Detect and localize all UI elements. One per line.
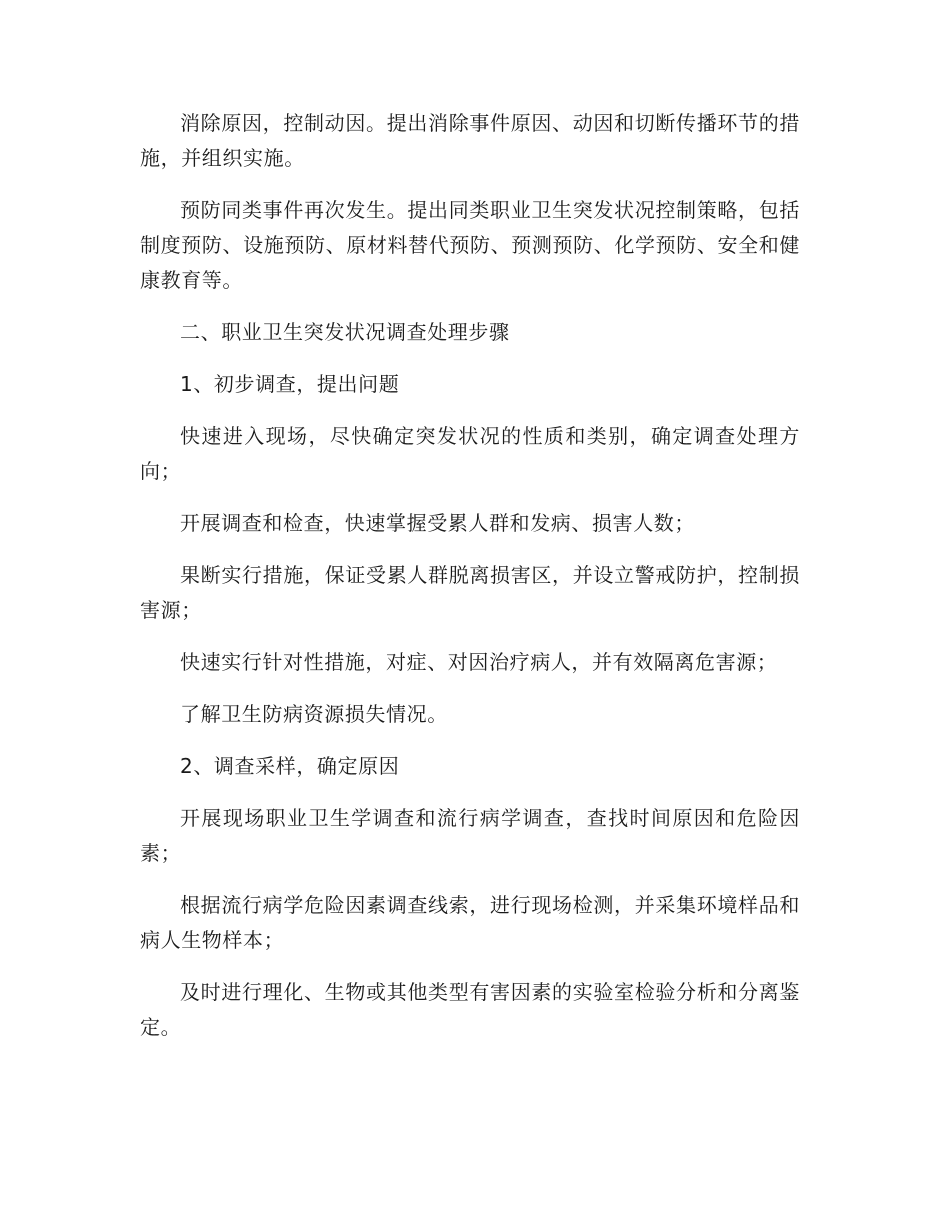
paragraph-lab-analysis: 及时进行理化、生物或其他类型有害因素的实验室检验分析和分离鉴定。 [140,980,800,1039]
paragraph-targeted-measures: 快速实行针对性措施，对症、对因治疗病人，并有效隔离危害源； [180,650,778,674]
paragraph-prevent-recurrence: 预防同类事件再次发生。提出同类职业卫生突发状况控制策略，包括制度预防、设施预防、原材料替代预防、预测预防、化学预防、安全和健康教育等。 [140,198,800,292]
document-body [140,106,800,1062]
paragraph-decisive-measures: 果断实行措施，保证受累人群脱离损害区，并设立警戒防护，控制损害源； [140,563,800,622]
paragraph-field-survey: 开展现场职业卫生学调查和流行病学调查，查找时间原因和危险因素； [140,806,800,865]
paragraph-field-testing: 根据流行病学危险因素调查线索，进行现场检测，并采集环境样品和病人生物样本； [140,893,800,952]
paragraph-enter-scene: 快速进入现场，尽快确定突发状况的性质和类别，确定调查处理方向； [140,424,800,483]
subheading-initial-investigation: 1、初步调查，提出问题 [180,372,400,396]
section-heading-investigation-steps: 二、职业卫生突发状况调查处理步骤 [180,320,510,344]
paragraph-resource-loss: 了解卫生防病资源损失情况。 [180,702,448,726]
subheading-sampling-cause: 2、调查采样，确定原因 [180,754,400,778]
paragraph-conduct-inspection: 开展调查和检查，快速掌握受累人群和发病、损害人数； [180,511,695,535]
paragraph-eliminate-causes: 消除原因，控制动因。提出消除事件原因、动因和切断传播环节的措施，并组织实施。 [140,111,800,170]
